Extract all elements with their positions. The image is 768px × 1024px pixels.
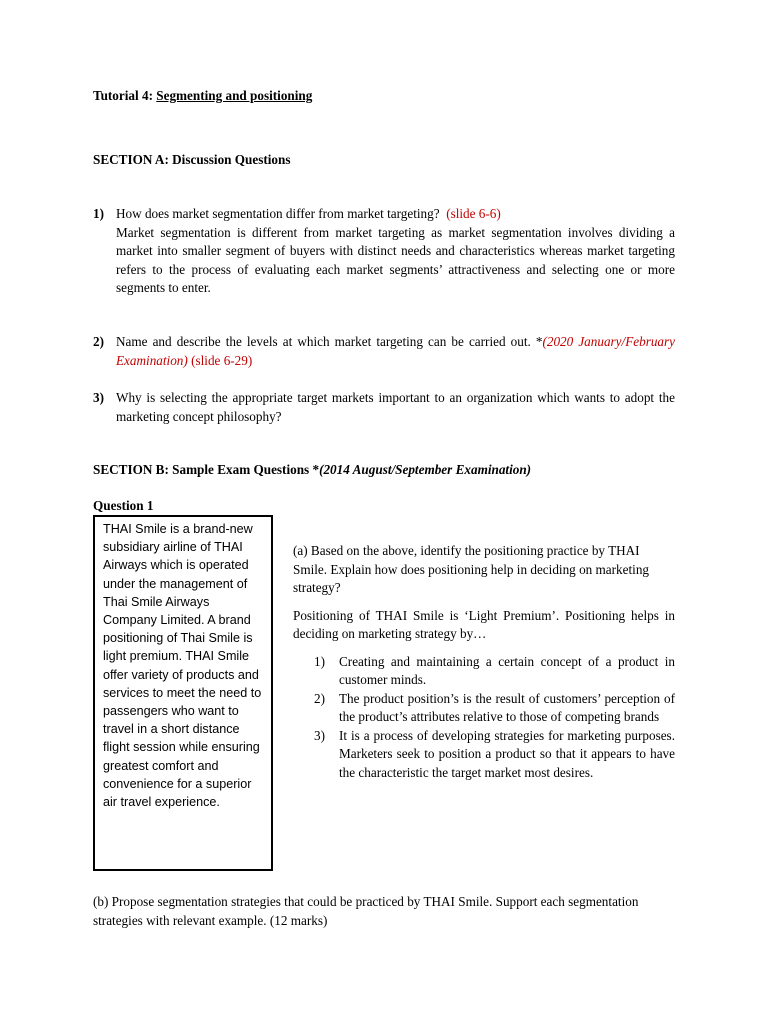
question-2 [116, 333, 675, 370]
part-a-question: (a) Based on the above, identify the positioning practice by THAI Smile. Explain how does positioning help in deciding on marketing strategy? [293, 543, 650, 595]
list-item: 2) The product position’s is the result of customers’ perception of the product’s attributes relative to those of competing brands [314, 690, 675, 724]
section-a-heading: SECTION A: Discussion Questions [93, 152, 291, 167]
tutorial-prefix: Tutorial 4: [93, 88, 157, 103]
question-1-text: How does market segmentation differ from market targeting? (slide 6-6) [116, 206, 501, 221]
slide-reference: (slide 6-6) [446, 206, 501, 221]
case-study-text: THAI Smile is a brand-new subsidiary airline of THAI Airways which is operated under the management of Thai Smile Airways Company Limited. A brand positioning of Thai Smile is light premium. THAI Smile offer variety of products and services to meet the need to passengers who want to travel in a short distance flight session while ensuring greatest comfort and convenience for a superior air travel experience. [103, 522, 262, 810]
part-a-answer-intro: Positioning of THAI Smile is ‘Light Premium’. Positioning helps in deciding on marketing strategy by… [293, 607, 675, 641]
list-item: 3) It is a process of developing strategies for marketing purposes. Marketers seek to position a product so that it appears to have the characteristic the target market most desires. [314, 727, 675, 780]
part-a [293, 542, 675, 782]
question-1 [116, 205, 675, 298]
question-2-number: 2) [93, 334, 104, 349]
section-b-heading: SECTION B: Sample Exam Questions *(2014 August/September Examination) [93, 462, 532, 477]
tutorial-topic: Segmenting and positioning [156, 88, 313, 103]
part-b-question: (b) Propose segmentation strategies that could be practiced by THAI Smile. Support each segmentation strategies with relevant example. (12 marks) [93, 894, 639, 928]
exam-reference: (2014 August/September Examination) [319, 462, 532, 477]
positioning-points [314, 653, 675, 783]
question-3-number: 3) [93, 390, 104, 405]
question-1-answer: Market segmentation is different from market targeting as market segmentation involves dividing a market into smaller segment of buyers with distinct needs and characteristics whereas market targeting refers to the process of evaluating each market segments’ attractiveness and selecting one or more segments to enter. [116, 224, 675, 295]
tutorial-title [93, 87, 312, 106]
question-2-text: Name and describe the levels at which market targeting can be carried out. * [116, 334, 543, 349]
list-item: 1) Creating and maintaining a certain concept of a product in customer minds. [314, 653, 675, 687]
question-1-number: 1) [93, 206, 104, 221]
slide-reference: (slide 6-29) [191, 352, 253, 368]
exam-reference: (2020 January/February Examination) [116, 334, 676, 368]
question-3-text: Why is selecting the appropriate target markets important to an organization which wants to adopt the marketing concept philosophy? [116, 390, 675, 424]
question-1-title: Question 1 [93, 498, 154, 513]
case-study-box [93, 515, 273, 871]
